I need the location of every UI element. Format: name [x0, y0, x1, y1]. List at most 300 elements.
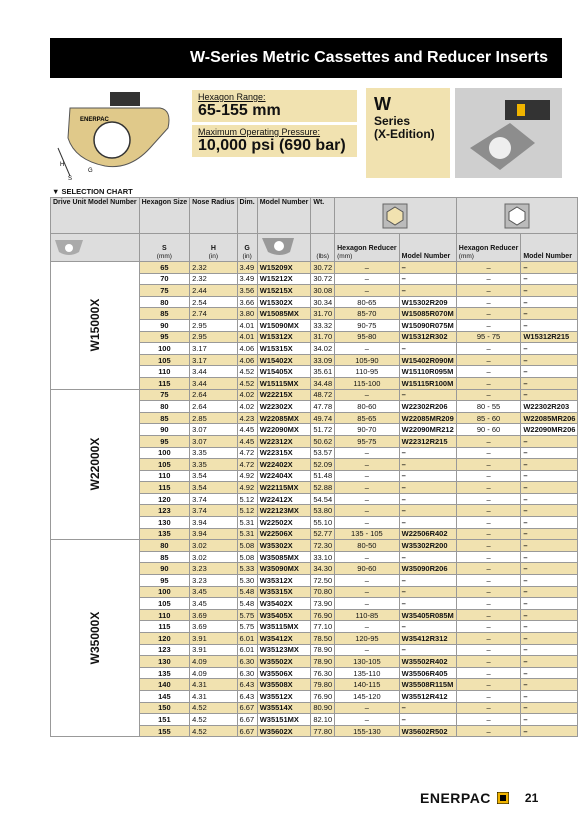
reducer-model-2-cell: –: [521, 609, 578, 621]
model-number-cell: W22302X: [257, 401, 311, 413]
reducer-model-1-cell: W35302R200: [399, 540, 456, 552]
reducer-model-2-cell: –: [521, 679, 578, 691]
hex-size-cell: 115: [139, 482, 190, 494]
reducer-range-1-cell: –: [335, 714, 400, 726]
logo-mark-icon: [497, 792, 509, 804]
dim-g-cell: 5.08: [237, 540, 257, 552]
reducer-range-1-cell: –: [335, 598, 400, 610]
unit-reducer-mm-2: (mm): [458, 253, 474, 260]
reducer-range-1-cell: –: [335, 262, 400, 274]
reducer-range-2-cell: –: [456, 656, 521, 668]
nose-radius-cell: 2.64: [190, 401, 237, 413]
reducer-model-1-cell: W15110R095M: [399, 366, 456, 378]
model-number-cell: W15212X: [257, 273, 311, 285]
dim-g-cell: 4.52: [237, 366, 257, 378]
hex-size-cell: 100: [139, 586, 190, 598]
dim-g-cell: 4.92: [237, 470, 257, 482]
reducer-range-1-cell: 90-75: [335, 319, 400, 331]
reducer-model-1-cell: W15302R209: [399, 296, 456, 308]
nose-radius-cell: 3.23: [190, 563, 237, 575]
reducer-model-2-cell: –: [521, 493, 578, 505]
nose-radius-cell: 2.95: [190, 331, 237, 343]
reducer-model-1-cell: W35508R115M: [399, 679, 456, 691]
dim-g-cell: 5.31: [237, 517, 257, 529]
nose-radius-cell: 4.09: [190, 656, 237, 668]
hex-size-cell: 80: [139, 401, 190, 413]
reducer-range-1-cell: –: [335, 459, 400, 471]
nose-radius-cell: 3.02: [190, 540, 237, 552]
model-number-cell: W35405X: [257, 609, 311, 621]
reducer-model-2-cell: –: [521, 551, 578, 563]
col-nose-radius: Nose Radius: [190, 198, 237, 234]
nose-radius-cell: 4.52: [190, 725, 237, 737]
reducer-model-2-cell: –: [521, 528, 578, 540]
reducer-model-2-cell: –: [521, 667, 578, 679]
weight-cell: 79.80: [311, 679, 335, 691]
nose-radius-cell: 3.17: [190, 343, 237, 355]
reducer-range-1-cell: –: [335, 621, 400, 633]
hex-size-cell: 100: [139, 447, 190, 459]
weight-cell: 31.70: [311, 308, 335, 320]
reducer-model-1-cell: –: [399, 482, 456, 494]
model-number-cell: W15215X: [257, 285, 311, 297]
hex-size-cell: 145: [139, 690, 190, 702]
hex-range-label: Hexagon Range:: [198, 92, 266, 102]
dim-g-cell: 4.92: [237, 482, 257, 494]
model-number-cell: W22123MX: [257, 505, 311, 517]
model-number-cell: W15115MX: [257, 377, 311, 389]
model-number-cell: W22090MX: [257, 424, 311, 436]
reducer-range-1-cell: –: [335, 644, 400, 656]
model-number-cell: W22404X: [257, 470, 311, 482]
reducer-range-2-cell: –: [456, 540, 521, 552]
dim-g-cell: 3.49: [237, 273, 257, 285]
reducer-range-1-cell: –: [335, 447, 400, 459]
weight-cell: 34.30: [311, 563, 335, 575]
nose-radius-cell: 3.17: [190, 354, 237, 366]
page-number: 21: [524, 791, 539, 805]
unit-h: H: [210, 245, 216, 252]
reducer-model-1-cell: –: [399, 343, 456, 355]
reducer-range-2-cell: –: [456, 366, 521, 378]
nose-radius-cell: 2.44: [190, 285, 237, 297]
model-number-cell: W35412X: [257, 633, 311, 645]
reducer-range-2-cell: –: [456, 343, 521, 355]
reducer-model-2-cell: –: [521, 262, 578, 274]
model-number-cell: W15085MX: [257, 308, 311, 320]
nose-radius-cell: 3.45: [190, 598, 237, 610]
reducer-range-1-cell: 80-65: [335, 296, 400, 308]
weight-cell: 49.74: [311, 412, 335, 424]
page-title: W-Series Metric Cassettes and Reducer Inserts: [50, 38, 562, 78]
weight-cell: 34.48: [311, 377, 335, 389]
reducer-model-2-cell: –: [521, 702, 578, 714]
hex-size-cell: 75: [139, 389, 190, 401]
hdr-model-number-2: Model Number: [521, 234, 578, 262]
dim-g-cell: 4.72: [237, 459, 257, 471]
reducer-model-1-cell: W35412R312: [399, 633, 456, 645]
hex-size-cell: 120: [139, 633, 190, 645]
hex-size-cell: 115: [139, 377, 190, 389]
unit-lbs: (lbs): [316, 253, 330, 260]
model-number-cell: W22115MX: [257, 482, 311, 494]
dim-g-cell: 5.12: [237, 505, 257, 517]
weight-cell: 33.09: [311, 354, 335, 366]
diagram-brand: ENERPAC: [80, 117, 109, 123]
hex-size-cell: 65: [139, 262, 190, 274]
reducer-model-1-cell: –: [399, 505, 456, 517]
reducer-range-2-cell: –: [456, 679, 521, 691]
pressure-value: 10,000 psi (690 bar): [198, 137, 346, 154]
dim-g-cell: 4.01: [237, 319, 257, 331]
reducer-model-1-cell: –: [399, 621, 456, 633]
unit-h-in: (in): [208, 253, 219, 260]
weight-cell: 30.08: [311, 285, 335, 297]
weight-cell: 51.72: [311, 424, 335, 436]
reducer-range-2-cell: –: [456, 633, 521, 645]
weight-cell: 48.72: [311, 389, 335, 401]
reducer-model-2-cell: –: [521, 296, 578, 308]
reducer-range-2-cell: –: [456, 389, 521, 401]
reducer-range-1-cell: 135-110: [335, 667, 400, 679]
reducer-range-1-cell: 110-95: [335, 366, 400, 378]
reducer-model-1-cell: –: [399, 273, 456, 285]
hex-size-cell: 120: [139, 493, 190, 505]
reducer-range-1-cell: 145-120: [335, 690, 400, 702]
reducer-range-2-cell: –: [456, 354, 521, 366]
unit-s: S: [162, 245, 167, 252]
series-line1: Series: [374, 114, 411, 128]
reducer-range-1-cell: –: [335, 702, 400, 714]
series-letter: W: [374, 94, 391, 114]
nose-radius-cell: 3.35: [190, 459, 237, 471]
reducer-model-2-cell: W22085MR206: [521, 412, 578, 424]
model-number-cell: W15302X: [257, 296, 311, 308]
reducer-range-2-cell: –: [456, 528, 521, 540]
reducer-range-1-cell: –: [335, 482, 400, 494]
model-number-cell: W22312X: [257, 435, 311, 447]
nose-radius-cell: 3.94: [190, 517, 237, 529]
hex-size-cell: 110: [139, 366, 190, 378]
diagram-h-label: H: [60, 162, 65, 168]
hex-size-cell: 135: [139, 528, 190, 540]
reducer-model-2-cell: –: [521, 459, 578, 471]
reducer-model-1-cell: W22312R215: [399, 435, 456, 447]
dim-g-cell: 4.01: [237, 331, 257, 343]
reducer-range-2-cell: –: [456, 725, 521, 737]
nose-radius-cell: 4.52: [190, 702, 237, 714]
drive-unit-label: W35000X: [87, 611, 102, 665]
reducer-model-1-cell: –: [399, 470, 456, 482]
model-number-cell: W35514X: [257, 702, 311, 714]
reducer-range-1-cell: –: [335, 273, 400, 285]
reducer-model-2-cell: –: [521, 575, 578, 587]
reducer-model-2-cell: –: [521, 714, 578, 726]
reducer-range-1-cell: 110-85: [335, 609, 400, 621]
reducer-range-1-cell: 120-95: [335, 633, 400, 645]
model-number-cell: W15090MX: [257, 319, 311, 331]
reducer-model-1-cell: W22506R402: [399, 528, 456, 540]
reducer-model-2-cell: –: [521, 586, 578, 598]
hex-range-box: [192, 90, 357, 122]
weight-cell: 35.61: [311, 366, 335, 378]
hex-size-cell: 130: [139, 656, 190, 668]
reducer-model-1-cell: W22085MR209: [399, 412, 456, 424]
nose-radius-cell: 2.64: [190, 389, 237, 401]
weight-cell: 78.50: [311, 633, 335, 645]
hex-size-cell: 140: [139, 679, 190, 691]
weight-cell: 76.90: [311, 609, 335, 621]
hex-size-cell: 80: [139, 296, 190, 308]
hdr-model-number-1: Model Number: [399, 234, 456, 262]
reducer-model-1-cell: –: [399, 575, 456, 587]
reducer-model-1-cell: W35502R402: [399, 656, 456, 668]
dim-g-cell: 5.75: [237, 609, 257, 621]
reducer-range-1-cell: –: [335, 551, 400, 563]
dim-g-cell: 6.67: [237, 725, 257, 737]
unit-reducer-mm-1: (mm): [337, 253, 353, 260]
reducer-range-1-cell: 90-60: [335, 563, 400, 575]
reducer-range-2-cell: –: [456, 493, 521, 505]
reducer-range-1-cell: –: [335, 505, 400, 517]
weight-cell: 77.10: [311, 621, 335, 633]
reducer-model-1-cell: W35512R412: [399, 690, 456, 702]
hex-size-cell: 90: [139, 424, 190, 436]
reducer-range-1-cell: 155-130: [335, 725, 400, 737]
hex-size-cell: 130: [139, 517, 190, 529]
model-number-cell: W35508X: [257, 679, 311, 691]
dim-g-cell: 4.02: [237, 389, 257, 401]
nose-radius-cell: 4.31: [190, 679, 237, 691]
reducer-range-2-cell: –: [456, 551, 521, 563]
reducer-range-2-cell: –: [456, 517, 521, 529]
weight-cell: 33.32: [311, 319, 335, 331]
weight-cell: 70.80: [311, 586, 335, 598]
table-row: [51, 389, 578, 401]
model-number-cell: W35312X: [257, 575, 311, 587]
dim-g-cell: 5.48: [237, 598, 257, 610]
weight-cell: 34.02: [311, 343, 335, 355]
hex-size-cell: 151: [139, 714, 190, 726]
nose-radius-cell: 4.31: [190, 690, 237, 702]
reducer-model-2-cell: –: [521, 319, 578, 331]
dim-g-cell: 4.45: [237, 424, 257, 436]
dim-g-cell: 5.12: [237, 493, 257, 505]
dim-g-cell: 4.02: [237, 401, 257, 413]
dim-g-cell: 6.67: [237, 714, 257, 726]
drive-unit-label: W15000X: [87, 298, 102, 352]
reducer-model-2-cell: –: [521, 285, 578, 297]
nose-radius-cell: 3.07: [190, 424, 237, 436]
dim-g-cell: 5.31: [237, 528, 257, 540]
reducer-range-2-cell: –: [456, 609, 521, 621]
model-number-cell: W35506X: [257, 667, 311, 679]
hex-size-cell: 95: [139, 575, 190, 587]
cassette-icon: [53, 234, 87, 258]
reducer-range-2-cell: –: [456, 702, 521, 714]
reducer-range-1-cell: –: [335, 586, 400, 598]
nose-radius-cell: 3.02: [190, 551, 237, 563]
dim-g-cell: 3.56: [237, 285, 257, 297]
weight-cell: 55.10: [311, 517, 335, 529]
hex-size-cell: 70: [139, 273, 190, 285]
product-photo: [455, 88, 562, 178]
cassette-model-icon-cell: [257, 234, 311, 262]
reducer-range-1-cell: –: [335, 285, 400, 297]
reducer-range-2-cell: –: [456, 377, 521, 389]
reducer-range-2-cell: –: [456, 459, 521, 471]
dim-g-cell: 4.06: [237, 354, 257, 366]
hex-size-cell: 105: [139, 459, 190, 471]
nose-radius-cell: 3.94: [190, 528, 237, 540]
dim-g-cell: 3.49: [237, 262, 257, 274]
diagram-s-label: S: [68, 176, 73, 182]
reducer-range-1-cell: 85-65: [335, 412, 400, 424]
reducer-range-2-cell: –: [456, 690, 521, 702]
reducer-range-2-cell: –: [456, 586, 521, 598]
model-number-cell: W22085MX: [257, 412, 311, 424]
drive-unit-cell: [51, 540, 140, 737]
reducer-model-2-cell: –: [521, 470, 578, 482]
hex-size-cell: 155: [139, 725, 190, 737]
table-row: [51, 262, 578, 274]
reducer-range-1-cell: 135 - 105: [335, 528, 400, 540]
model-number-cell: W35315X: [257, 586, 311, 598]
hex-size-cell: 75: [139, 285, 190, 297]
nose-radius-cell: 3.54: [190, 470, 237, 482]
reducer-model-2-cell: –: [521, 366, 578, 378]
reducer-range-2-cell: –: [456, 435, 521, 447]
reducer-model-2-cell: –: [521, 447, 578, 459]
hex-size-cell: 110: [139, 609, 190, 621]
reducer-model-2-cell: –: [521, 308, 578, 320]
nose-radius-cell: 3.45: [190, 586, 237, 598]
reducer-model-2-cell: –: [521, 273, 578, 285]
weight-cell: 53.57: [311, 447, 335, 459]
dim-g-cell: 5.08: [237, 551, 257, 563]
model-number-cell: W35115MX: [257, 621, 311, 633]
weight-cell: 52.09: [311, 459, 335, 471]
reducer-model-2-cell: W15312R215: [521, 331, 578, 343]
reducer-model-2-cell: W22090MR206: [521, 424, 578, 436]
hdr-hex-reducer-2: Hexagon Reducer: [458, 245, 519, 252]
hex-size-cell: 85: [139, 412, 190, 424]
reducer-range-1-cell: 80-50: [335, 540, 400, 552]
hex-size-cell: 95: [139, 331, 190, 343]
reducer-range-2-cell: –: [456, 563, 521, 575]
nose-radius-cell: 2.32: [190, 262, 237, 274]
reducer-range-2-cell: –: [456, 273, 521, 285]
reducer-model-1-cell: W35405R085M: [399, 609, 456, 621]
nose-radius-cell: 3.74: [190, 493, 237, 505]
hex-size-cell: 110: [139, 470, 190, 482]
weight-cell: 31.70: [311, 331, 335, 343]
pressure-box: [192, 125, 357, 157]
reducer-model-1-cell: W22302R206: [399, 401, 456, 413]
hex-size-cell: 100: [139, 343, 190, 355]
reducer-model-1-cell: –: [399, 551, 456, 563]
reducer-model-1-cell: –: [399, 493, 456, 505]
reducer-model-1-cell: W22090MR212: [399, 424, 456, 436]
unit-g: G: [244, 245, 250, 252]
nose-radius-cell: 2.54: [190, 296, 237, 308]
dim-g-cell: 6.43: [237, 690, 257, 702]
reducer-model-1-cell: W15085R070M: [399, 308, 456, 320]
reducer-range-2-cell: –: [456, 598, 521, 610]
reducer-range-1-cell: 105-90: [335, 354, 400, 366]
weight-cell: 76.90: [311, 690, 335, 702]
reducer-model-2-cell: –: [521, 354, 578, 366]
reducer-model-1-cell: –: [399, 586, 456, 598]
reducer-range-2-cell: –: [456, 470, 521, 482]
model-number-cell: W22412X: [257, 493, 311, 505]
reducer-model-1-cell: W35090R206: [399, 563, 456, 575]
cassette-diagram: [50, 88, 184, 183]
reducer-model-1-cell: –: [399, 702, 456, 714]
hex-size-cell: 85: [139, 308, 190, 320]
series-box: [366, 88, 450, 178]
series-line2: (X-Edition): [374, 127, 435, 141]
dim-g-cell: 3.80: [237, 308, 257, 320]
selection-chart-heading: ▼ SELECTION CHART: [52, 187, 133, 196]
dim-g-cell: 4.72: [237, 447, 257, 459]
hex-size-cell: 95: [139, 435, 190, 447]
dim-g-cell: 6.30: [237, 667, 257, 679]
dim-g-cell: 6.67: [237, 702, 257, 714]
reducer-range-2-cell: –: [456, 714, 521, 726]
reducer-range-2-cell: –: [456, 262, 521, 274]
reducer-model-2-cell: –: [521, 633, 578, 645]
reducer-model-1-cell: –: [399, 459, 456, 471]
dim-g-cell: 4.23: [237, 412, 257, 424]
nose-radius-cell: 3.54: [190, 482, 237, 494]
model-number-cell: W35502X: [257, 656, 311, 668]
reducer-range-1-cell: –: [335, 343, 400, 355]
hex-size-cell: 123: [139, 644, 190, 656]
dim-g-cell: 6.01: [237, 633, 257, 645]
reducer-range-2-cell: –: [456, 447, 521, 459]
reducer-insert-icon: [380, 201, 410, 231]
dim-g-cell: 3.66: [237, 296, 257, 308]
reducer-range-2-cell: –: [456, 319, 521, 331]
model-number-cell: W22215X: [257, 389, 311, 401]
reducer-model-2-cell: –: [521, 540, 578, 552]
reducer-range-1-cell: –: [335, 517, 400, 529]
weight-cell: 30.72: [311, 262, 335, 274]
nose-radius-cell: 3.44: [190, 377, 237, 389]
reducer-range-1-cell: –: [335, 389, 400, 401]
model-number-cell: W35090MX: [257, 563, 311, 575]
reducer-model-1-cell: –: [399, 447, 456, 459]
col-drive-unit: Drive Unit Model Number: [51, 198, 140, 234]
reducer-model-1-cell: –: [399, 262, 456, 274]
col-reducer-group-2: [456, 198, 578, 234]
nose-radius-cell: 4.52: [190, 714, 237, 726]
hex-range-value: 65-155 mm: [198, 102, 281, 119]
model-number-cell: W35302X: [257, 540, 311, 552]
model-number-cell: W35602X: [257, 725, 311, 737]
reducer-model-1-cell: –: [399, 285, 456, 297]
col-model: Model Number: [257, 198, 311, 234]
nose-radius-cell: 3.69: [190, 621, 237, 633]
reducer-model-1-cell: W35506R405: [399, 667, 456, 679]
table-row: [51, 540, 578, 552]
weight-cell: 53.80: [311, 505, 335, 517]
reducer-range-1-cell: –: [335, 470, 400, 482]
reducer-model-1-cell: W35602R502: [399, 725, 456, 737]
nose-radius-cell: 2.74: [190, 308, 237, 320]
weight-cell: 72.30: [311, 540, 335, 552]
